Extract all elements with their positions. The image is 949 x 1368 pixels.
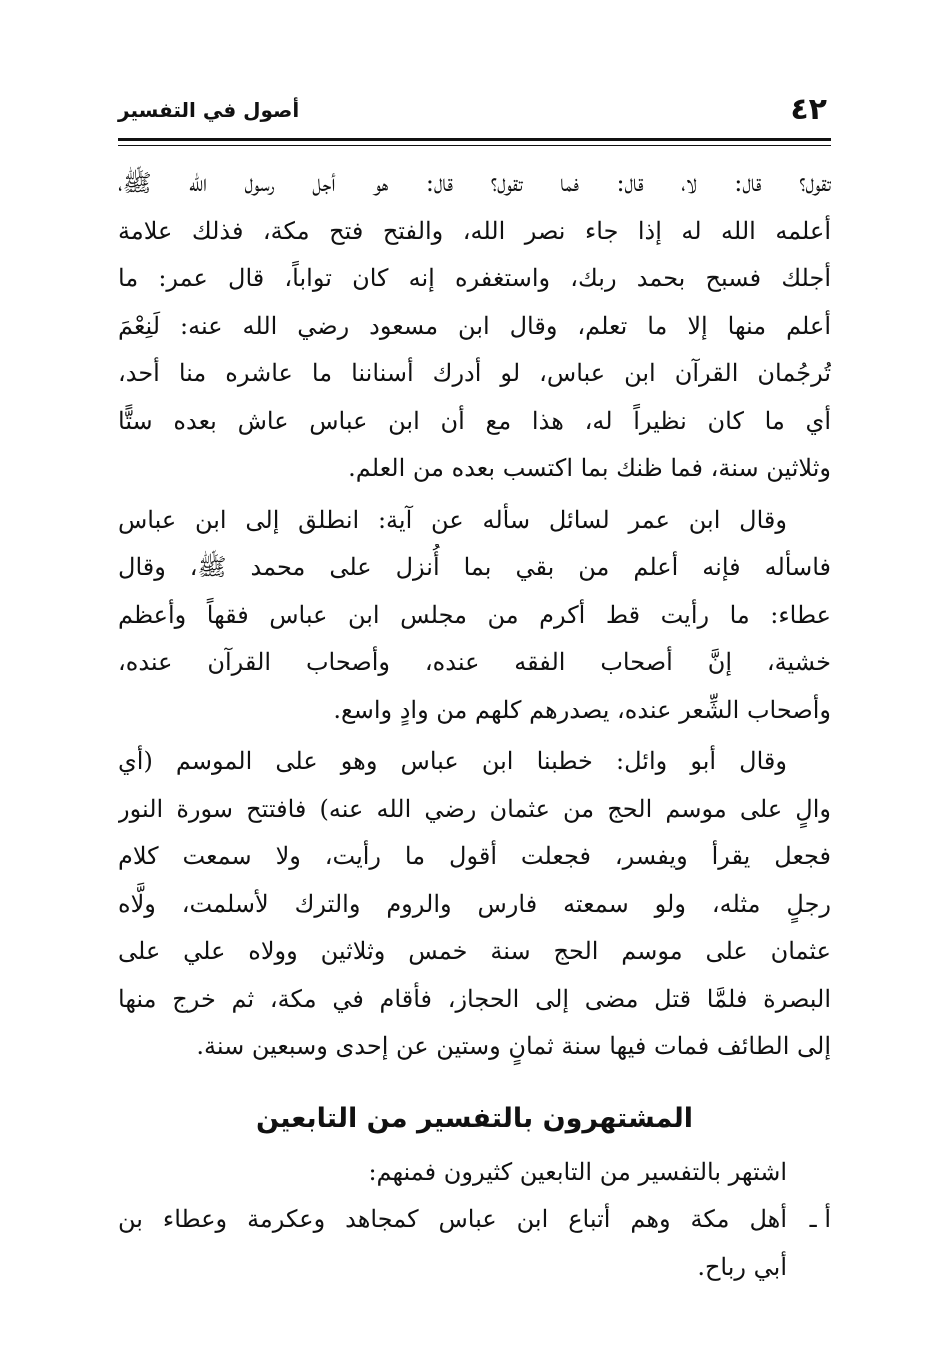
text-line: أي ما كان نظيراً له، هذا مع أن ابن عباس عاش بعده ستًّا — [118, 406, 831, 435]
text-line: وقال أبو وائل: خطبنا ابن عباس وهو على الموسم (أي — [118, 747, 787, 775]
list-marker: أ ـ — [809, 1205, 831, 1233]
section-intro: اشتهر بالتفسير من التابعين كثيرون فمنهم: — [368, 1157, 787, 1186]
text-line: تُرجُمان القرآن ابن عباس، لو أدرك أسناننا ما عاشره منا أحد، — [118, 359, 831, 387]
text-line: البصرة فلمَّا قتل مضى إلى الحجاز، فأقام في مكة، ثم خرج منها — [118, 984, 831, 1013]
page-number: ٤٢ — [790, 92, 827, 127]
text-line: فجعل يقرأ ويفسر، فجعلت أقول ما رأيت، ولا سمعت كلام — [118, 842, 831, 870]
text-line: إلى الطائف فمات فيها سنة ثمانٍ وستين عن إحدى وسبعين سنة. — [196, 1032, 831, 1060]
paragraph-2 — [118, 497, 831, 735]
text-line: عثمان على موسم الحج سنة خمس وثلاثين وولاه علي على — [118, 937, 831, 965]
text-line: رجلٍ مثله، ولو سمعته فارس والروم والترك لأسلمت، ولَّاه — [118, 889, 831, 918]
page-header — [118, 92, 831, 136]
section-heading: المشتهرون بالتفسير من التابعين — [255, 1102, 694, 1134]
text-line: أجلك فسبح بحمد ربك، واستغفره إنه كان تواباً، قال عمر: ما — [118, 264, 831, 292]
text-line: وأصحاب الشِّعر عنده، يصدرهم كلهم من وادٍ واسع. — [333, 695, 831, 724]
text-line: أعلم منها إلا ما تعلم، وقال ابن مسعود رضي الله عنه: لَنِعْمَ — [118, 311, 831, 340]
text-line: وقال ابن عمر لسائل سأله عن آية: انطلق إلى ابن عباس — [118, 505, 787, 534]
text-line: عطاء: ما رأيت قط أكرم من مجلس ابن عباس فقهاً وأعظم — [118, 600, 831, 629]
header-rule-thick — [118, 138, 831, 141]
text-line: خشية، إنَّ أصحاب الفقه عنده، وأصحاب القرآن عنده، — [118, 648, 831, 676]
text-line: أعلمه الله له إذا جاء نصر الله، والفتح فتح مكة، فذلك علامة — [118, 216, 831, 245]
list-item-text: أهل مكة وهم أتباع ابن عباس كمجاهد وعكرمة وعطاء بن — [118, 1205, 787, 1233]
running-title: أصول في التفسير — [118, 98, 300, 122]
paragraph-1 — [118, 160, 831, 493]
page-body — [118, 160, 831, 1291]
list-item-continuation: أبي رباح. — [697, 1252, 787, 1281]
text-line: وثلاثين سنة، فما ظنك بما اكتسب بعده من العلم. — [348, 454, 831, 482]
paragraph-3 — [118, 738, 831, 1071]
text-line: والٍ على موسم الحج من عثمان رضي الله عنه) فافتتح سورة النور — [118, 794, 831, 823]
header-rule-thin — [118, 145, 831, 146]
text-line: تقول؟ قال: لا، قال: فما تقول؟ قال: هو أجل رسول الله ﷺ، — [118, 169, 831, 197]
text-line: فاسأله فإنه أعلم من بقي بما أُنزل على محمد ﷺ، وقال — [118, 553, 831, 581]
list-item-a — [118, 1196, 831, 1244]
